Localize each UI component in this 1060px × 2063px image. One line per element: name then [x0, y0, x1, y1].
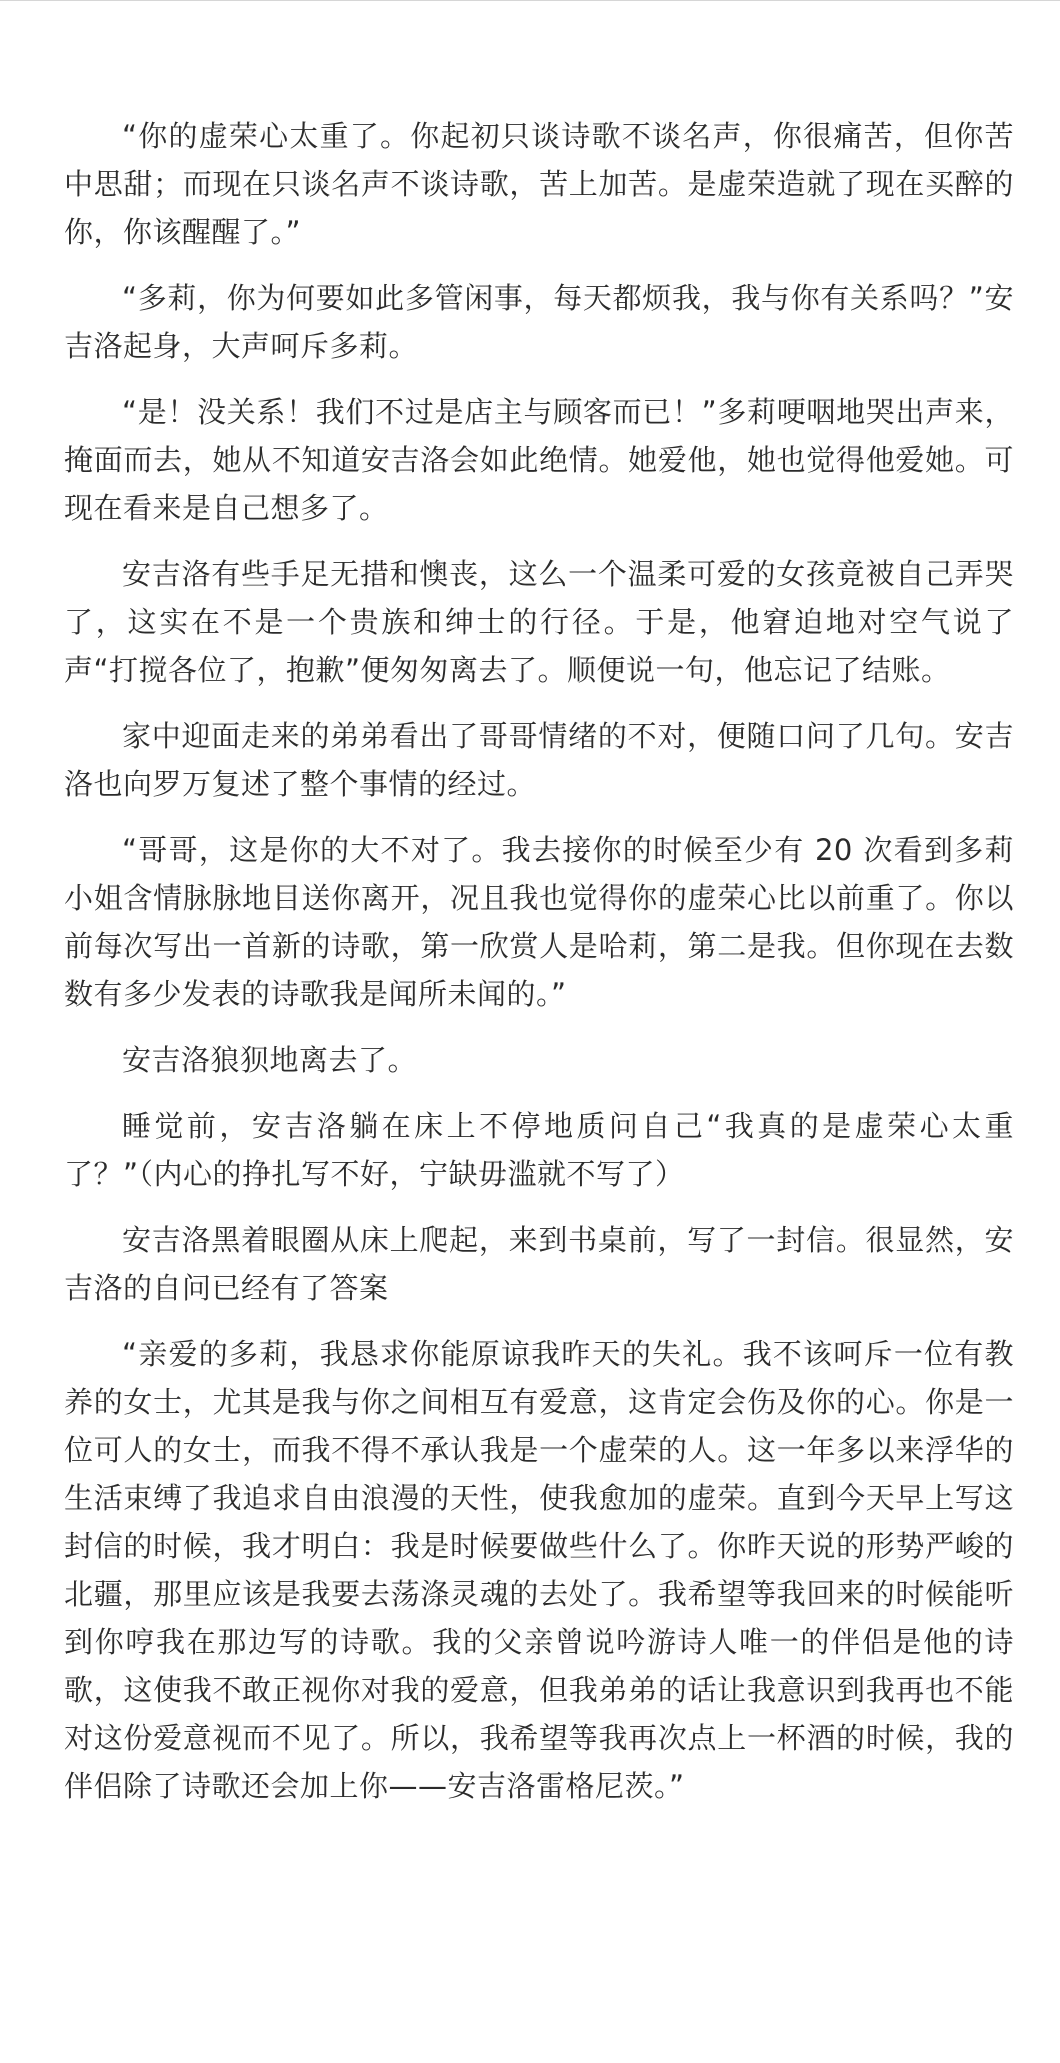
paragraph: “亲爱的多莉，我恳求你能原谅我昨天的失礼。我不该呵斥一位有教养的女士，尤其是我与你之间相互有爱意，这肯定会伤及你的心。你是一位可人的女士，而我不得不承认我是一个虚荣的人。这一年多以来浮华的生活束缚了我追求自由浪漫的天性，使我愈加的虚荣。直到今天早上写这封信的时候，我才明白：我是时候要做些什么了。你昨天说的形势严峻的北疆，那里应该是我要去荡涤灵魂的去处了。我希望等我回来的时候能听到你哼我在那边写的诗歌。我的父亲曾说吟游诗人唯一的伴侣是他的诗歌，这使我不敢正视你对我的爱意，但我弟弟的话让我意识到我再也不能对这份爱意视而不见了。所以，我希望等我再次点上一杯酒的时候，我的伴侣除了诗歌还会加上你——安吉洛雷格尼茨。”: [64, 1337, 1014, 1803]
paragraph: 安吉洛狼狈地离去了。: [122, 1043, 418, 1077]
paragraph: “是！没关系！我们不过是店主与顾客而已！”多莉哽咽地哭出声来，掩面而去，她从不知道安吉洛会如此绝情。她爱他，她也觉得他爱她。可现在看来是自己想多了。: [64, 395, 1014, 525]
paragraph: “你的虚荣心太重了。你起初只谈诗歌不谈名声，你很痛苦，但你苦中思甜；而现在只谈名声不谈诗歌，苦上加苦。是虚荣造就了现在买醉的你，你该醒醒了。”: [64, 119, 1014, 249]
paragraph: 家中迎面走来的弟弟看出了哥哥情绪的不对，便随口问了几句。安吉洛也向罗万复述了整个事情的经过。: [64, 719, 1014, 801]
article-body: [64, 112, 1014, 1828]
paragraph: 睡觉前，安吉洛躺在床上不停地质问自己“我真的是虚荣心太重了？”（内心的挣扎写不好，宁缺毋滥就不写了）: [64, 1109, 1014, 1191]
paragraph: “多莉，你为何要如此多管闲事，每天都烦我，我与你有关系吗？”安吉洛起身，大声呵斥多莉。: [64, 281, 1014, 363]
paragraph: “哥哥，这是你的大不对了。我去接你的时候至少有 20 次看到多莉小姐含情脉脉地目送你离开，况且我也觉得你的虚荣心比以前重了。你以前每次写出一首新的诗歌，第一欣赏人是哈莉，第二是我。但你现在去数数有多少发表的诗歌我是闻所未闻的。”: [64, 833, 1014, 1011]
paragraph: 安吉洛黑着眼圈从床上爬起，来到书桌前，写了一封信。很显然，安吉洛的自问已经有了答案: [64, 1223, 1014, 1305]
top-divider: [0, 0, 1060, 1]
paragraph: 安吉洛有些手足无措和懊丧，这么一个温柔可爱的女孩竟被自己弄哭了，这实在不是一个贵族和绅士的行径。于是，他窘迫地对空气说了声“打搅各位了，抱歉”便匆匆离去了。顺便说一句，他忘记了结账。: [64, 557, 1014, 687]
